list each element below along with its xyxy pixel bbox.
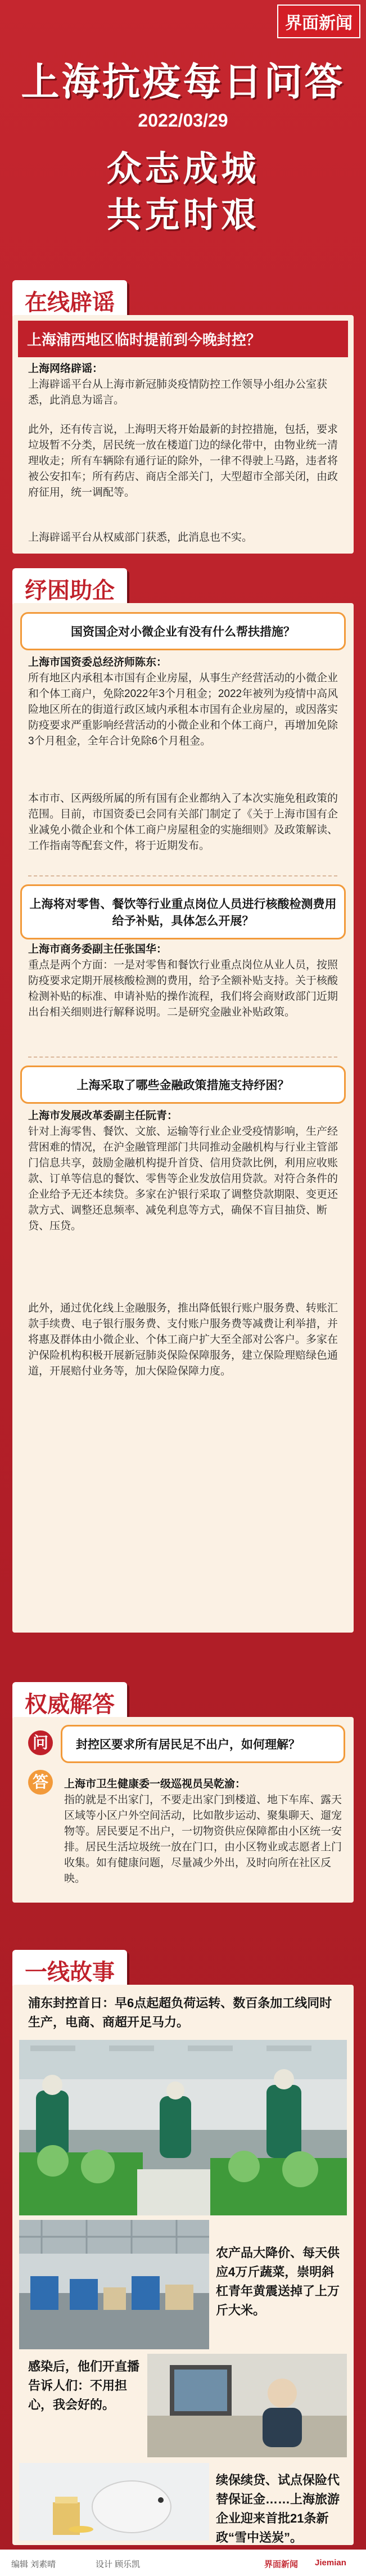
brand-badge: 界面新闻 <box>277 5 360 38</box>
stories-panel <box>12 1985 354 2545</box>
divider <box>28 1057 337 1058</box>
rumor-paragraph-2: 此外，还有传言说，上海明天将开始最新的封控措施，包括，要求垃圾暂不分类，居民统一放在楼道门边的绿化带中，由物业统一清理收走；所有车辆除有通行证的除外，一律不得驶上马路，违者将被公安扣车；所有药店、商店全部关门，大型超市全部关闭，由政府征用，统一调配等。 <box>28 424 338 498</box>
section-tag-stories: 一线故事 <box>12 1950 127 1991</box>
footer-brand-en: Jiemian <box>315 2558 346 2568</box>
relief-source-1: 上海市国资委总经济师陈东： <box>28 657 168 668</box>
rumor-panel <box>12 315 354 554</box>
factory-photo <box>19 2040 347 2215</box>
relief-answer-3b: 此外，通过优化线上金融服务，推出降低银行账户服务费、转账汇款手续费、电子银行服务费、支付账户服务费等减费让利举措，并将惠及群体由小微企业、个体工商户扩大至全部对公客户。多家在沪保险机构积极开展新冠肺炎保险保障服务，建立保险理赔绿色通道，开展赔付业务等，加大保险保障力度。 <box>28 1302 338 1377</box>
relief-source-2: 上海市商务委副主任张国华： <box>28 943 168 955</box>
slogan-line-1: 众志成城 <box>106 150 260 188</box>
livestream-photo <box>147 2354 347 2457</box>
question-mark-icon: 问 <box>28 1730 53 1755</box>
relief-question-1: 国资国企对小微企业有没有什么帮扶措施？ <box>20 612 346 650</box>
section-tag-relief: 纾困助企 <box>12 568 127 609</box>
relief-answer-1b: 本市市、区两级所属的所有国有企业都纳入了本次实施免租政策的范围。目前，市国资委已会同有关部门制定了《关于上海市国有企业减免小微企业和个体工商户房屋租金的实施细则》及政策解读、工作指南等配套文件，将于近期发布。 <box>28 793 338 852</box>
section-tag-rumor: 在线辟谣 <box>12 280 127 321</box>
story-caption-3: 续保续贷、试点保险代替保证金……上海旅游企业迎来首批21条新政“雪中送炭”。 <box>216 2473 340 2544</box>
piggybank-photo <box>19 2463 209 2541</box>
story-caption-2: 感染后，他们开直播告诉人们：不用担心，我会好的。 <box>28 2359 140 2412</box>
section-tag-authority: 权威解答 <box>12 1682 127 1723</box>
authority-source: 上海市卫生健康委一级巡视员吴乾渝： <box>64 1778 246 1790</box>
page-date: 2022/03/29 <box>138 110 228 131</box>
page-title: 上海抗疫每日问答 <box>21 61 345 104</box>
rumor-source: 上海网络辟谣： <box>28 363 103 375</box>
relief-answer-1a: 所有地区内承租本市国有企业房屋，从事生产经营活动的小微企业和个体工商户，免除2022年3个月租金；2022年被列为疫情中高风险地区所在的街道行政区域内承租本市国有企业房屋的，或因落实防疫要求严重影响经营活动的小微企业和个体工商户，再增加免除3个月租金，全年合计免除6个月租金。 <box>28 672 338 747</box>
authority-answer: 指的就是不出家门，不要走出家门到楼道、地下车库、露天区域等小区户外空间活动，比如散步运动、聚集聊天、遛宠物等。居民要足不出户，一切物资供应保障都由小区统一安排。居民生活垃圾统一放在门口，由小区物业或志愿者上门收集。如有健康问题，尽量减少外出，及时向所在社区反映。 <box>64 1794 342 1885</box>
authority-panel <box>12 1717 354 1903</box>
answer-mark-icon: 答 <box>28 1770 53 1795</box>
rumor-paragraph-3: 上海辟谣平台从权威部门获悉，此消息也不实。 <box>28 532 253 543</box>
footer <box>0 2550 366 2576</box>
design-credit: 设计 顾乐凯 <box>96 2560 141 2569</box>
relief-panel <box>12 603 354 1633</box>
story-lead: 浦东封控首日：早6点起超负荷运转、数百条加工线同时生产，电商、商超开足马力。 <box>28 1996 332 2029</box>
relief-answer-3a: 针对上海零售、餐饮、文旅、运输等行业企业受疫情影响，生产经营困难的情况，在沪金融管理部门共同推动金融机构与行业主管部门信息共享，鼓励金融机构提升首贷、信用贷款比例，利用应收账款、订单等信息的餐饮、零售等企业发放信用贷款。对符合条件的企业给予无还本续贷。多家在沪银行采取了调整贷款期限、变更还款方式、调整还息频率、减免利息等方式，确保不盲目抽贷、断贷、压贷。 <box>28 1126 338 1232</box>
rumor-paragraph-1: 上海辟谣平台从上海市新冠肺炎疫情防控工作领导小组办公室获悉，此消息为谣言。 <box>28 379 328 406</box>
warehouse-photo <box>19 2220 209 2349</box>
relief-question-3: 上海采取了哪些金融政策措施支持纾困？ <box>20 1066 346 1104</box>
footer-brand: 界面新闻 <box>264 2560 299 2569</box>
slogan-line-2: 共克时艰 <box>106 196 260 235</box>
rumor-question-bar: 上海浦西地区临时提前到今晚封控？ <box>18 321 348 357</box>
authority-question: 封控区要求所有居民足不出户，如何理解？ <box>61 1725 345 1763</box>
editor-credit: 编辑 刘素晴 <box>11 2560 56 2569</box>
relief-question-2: 上海将对零售、餐饮等行业重点岗位人员进行核酸检测费用给予补贴，具体怎么开展？ <box>20 884 346 939</box>
story-caption-1: 农产品大降价、每天供应4万斤蔬菜，崇明斜杠青年黄震送掉了上万斤大米。 <box>216 2246 340 2317</box>
relief-source-3: 上海市发展改革委副主任阮青： <box>28 1110 178 1122</box>
divider <box>28 875 337 876</box>
relief-answer-2: 重点是两个方面：一是对零售和餐饮行业重点岗位从业人员，按照防疫要求定期开展核酸检测的费用，给予全额补贴支持。关于核酸检测补贴的标准、申请补贴的操作流程，我们将会商财政部门近期出台相关细则进行解释说明。二是研究金融业补贴政策。 <box>28 959 338 1018</box>
